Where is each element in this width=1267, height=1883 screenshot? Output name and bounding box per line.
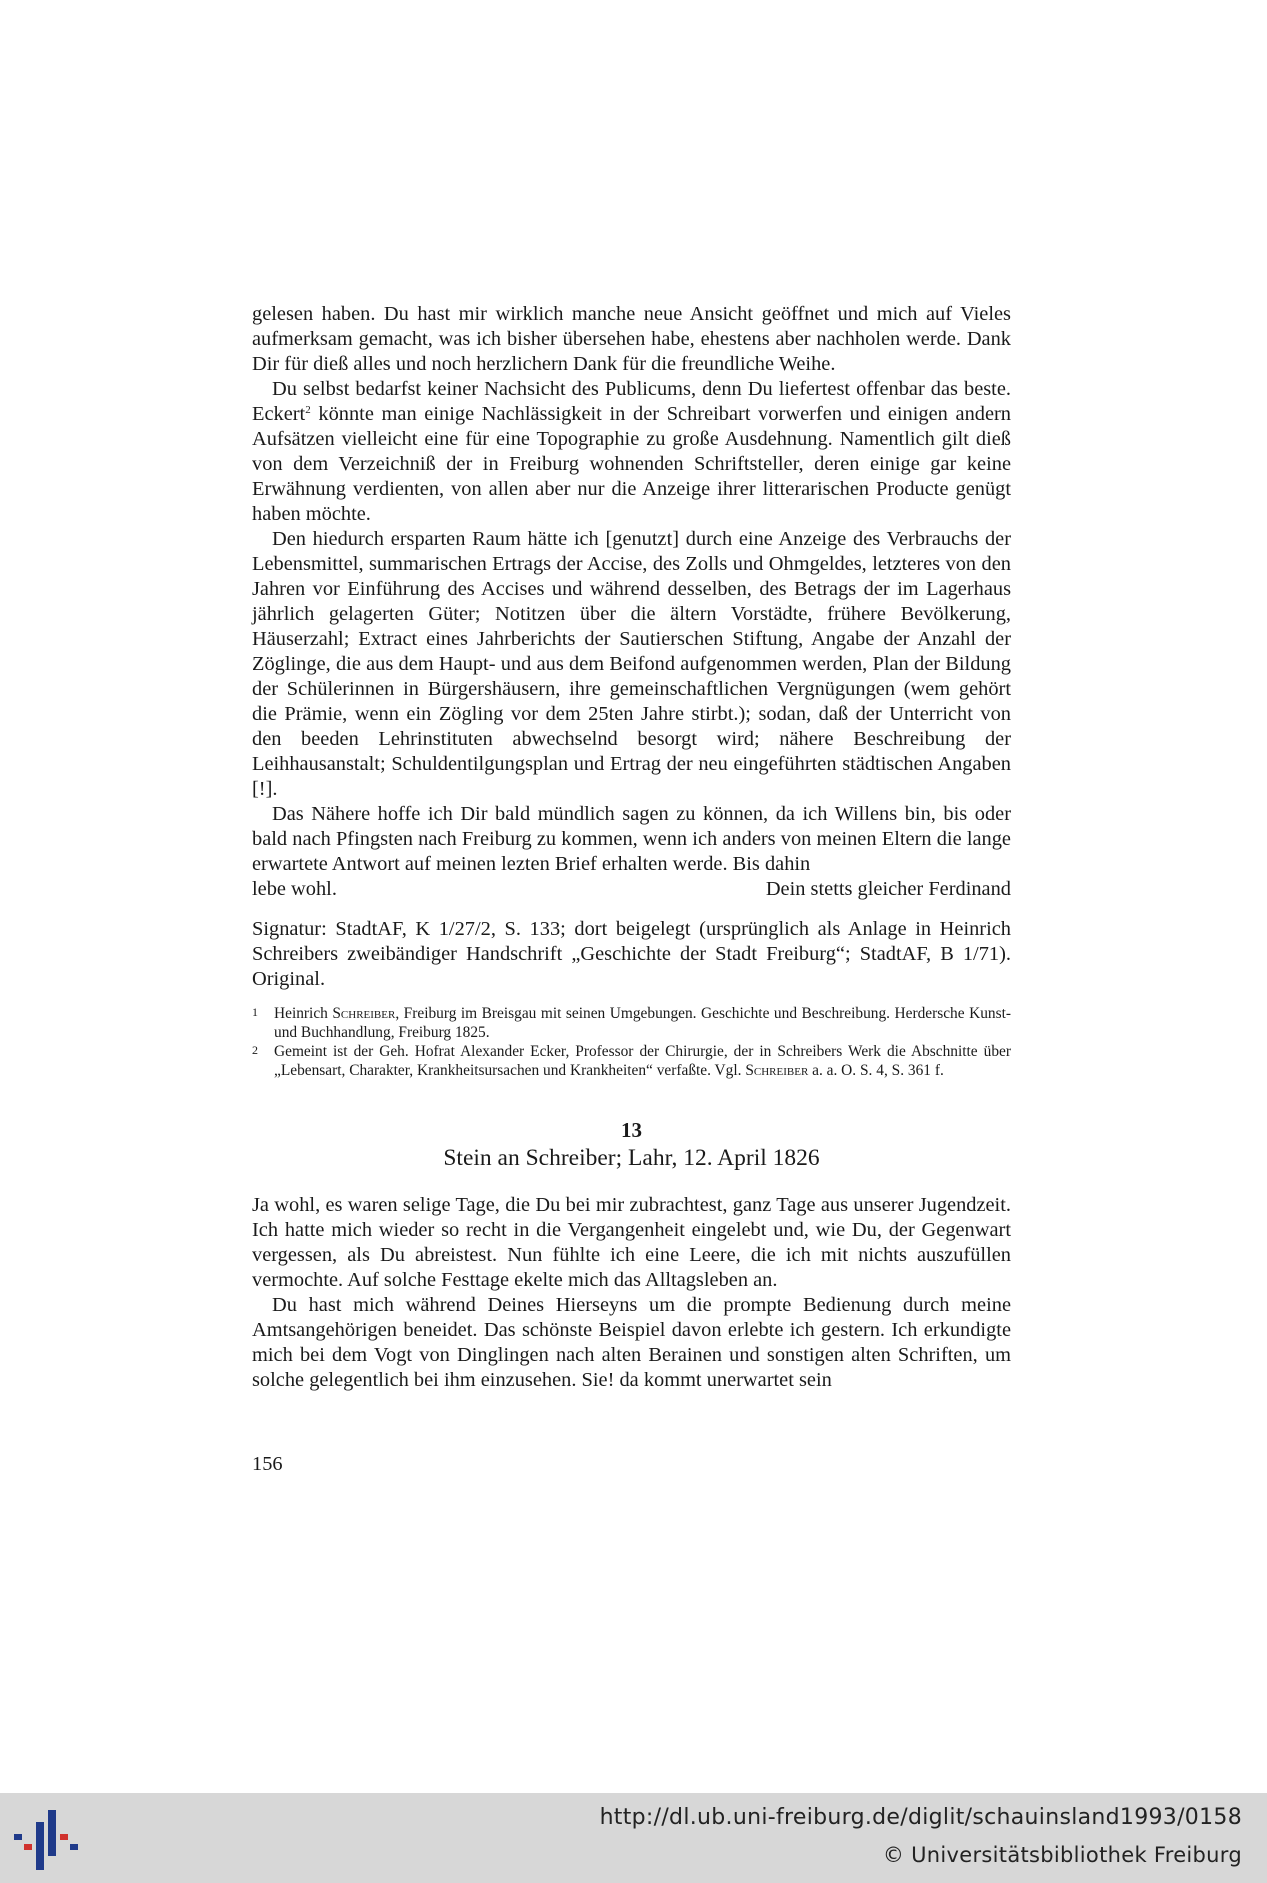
letter-number: 13 [621,1118,642,1142]
archive-signature: Signatur: StadtAF, K 1/27/2, S. 133; dort beigelegt (ursprünglich als Anlage in Heinrich Schreibers zweibändiger Handschrift „Geschichte der Stadt Freiburg“; StadtAF, B 1/71). Original. [252,918,1011,990]
paragraph-text: Du selbst bedarfst keiner Nachsicht des Publicums, denn Du liefertest offenbar das beste. Eckert [252,378,1011,425]
letter-heading: Stein an Schreiber; Lahr, 12. April 1826 [443,1145,820,1171]
letter13-paragraph-2: Du hast mich während Deines Hierseyns um die prompte Bedienung durch meine Amtsangehörigen beneidet. Das schönste Beispiel davon erlebte ich gestern. Ich erkundigte mich bei dem Vogt von Dinglingen nach alten Berainen und sonstigen alten Schriften, um solche gelegentlich bei ihm einzusehen. Sie! da kommt unerwartet sein [252,1294,1011,1391]
footer-bar [0,1793,1267,1883]
ub-freiburg-logo-icon [14,1810,80,1872]
copyright-text: © Universitätsbibliothek Freiburg [882,1843,1242,1867]
footnote-text [274,1042,1011,1080]
footnote-number: 1 [252,1005,258,1019]
letter12-closing [252,877,1011,902]
footnote-1 [252,1004,1011,1042]
letter12-paragraph-4: Das Nähere hoffe ich Dir bald mündlich sagen zu können, da ich Willens bin, bis oder bald nach Pfingsten nach Freiburg zu kommen, wenn ich anders von meinen Eltern die lange erwartete Antwort auf meinen lezten Brief erhalten werde. Bis dahin [252,803,1011,875]
footnote-text-pre: Gemeint ist der Geh. Hofrat Alexander Ecker, Professor der Chirurgie, der in Schreibers Werk die Abschnitte über „Lebensart, Charakter, Krankheitsursachen und Krankheiten“ verfaßte. Vgl. [274,1043,1011,1079]
footnote-author: Schreiber [745,1062,809,1079]
footnote-text-post: , Freiburg im Breisgau mit seinen Umgebungen. Geschichte und Beschreibung. Herdersche Kunst- und Buchhandlung, Freiburg 1825. [274,1005,1011,1041]
footnote-text-pre: Heinrich [274,1005,333,1022]
closing-greeting: lebe wohl. [252,878,337,900]
page-number: 156 [252,1453,283,1475]
letter12-paragraph-2 [252,377,1011,527]
closing-signature: Dein stetts gleicher Ferdinand [765,878,1011,900]
logo-bar-blue-2 [36,1822,44,1870]
letter13-paragraph-1: Ja wohl, es waren selige Tage, die Du bei mir zubrachtest, ganz Tage aus unserer Jugendzeit. Ich hatte mich wieder so recht in die Vergangenheit eingelebt und, wie Du, der Gegenwart vergessen, als Du abreistest. Nun fühlte ich eine Leere, die ich mit nichts auszufüllen vermochte. Auf solche Festtage ekelte mich das Alltagsleben an. [252,1194,1011,1291]
logo-bar-blue-3 [48,1810,56,1856]
logo-bar-red-2 [60,1834,68,1840]
page-body [252,302,1011,1393]
footnote-text [274,1004,1011,1042]
footnote-ref-2[interactable]: 2 [305,404,311,416]
letter12-paragraph-3: Den hiedurch ersparten Raum hätte ich [genutzt] durch eine Anzeige des Verbrauchs der Lebensmittel, summarischen Ertrags der Accise, des Zolls und Ohmgeldes, letzteres von den Jahren vor Einführung des Accises und während desselben, des Betrags der im Lagerhaus jährlich gelagerten Güter; Notitzen über die ältern Vorstädte, frühere Bevölkerung, Häuserzahl; Extract eines Jahrberichts der Sautierschen Stiftung, Angabe der Anzahl der Zöglinge, die aus dem Haupt- und aus dem Beifond aufgenommen werden, Plan der Bildung der Schülerinnen in Bürgershäusern, ihre gemeinschaftlichen Vergnügungen (wem gehört die Prämie, wenn ein Zögling vor dem 25ten Jahre stirbt.); sodan, daß der Unterricht von den beeden Lehrinstituten abwechselnd besorgt wird; nähere Beschreibung der Leihhausanstalt; Schuldentilgungsplan und Ertrag der neu eingeführten städtischen Angaben [!]. [252,528,1011,800]
paragraph-text: könnte man einige Nachlässigkeit in der Schreibart vorwerfen und einigen andern Aufsätzen vielleicht eine für eine Topographie zu große Ausdehnung. Namentlich gilt dieß von dem Verzeichniß der in Freiburg wohnenden Schriftsteller, deren einige gar keine Erwähnung verdienten, von allen aber nur die Anzeige ihrer litterarischen Producte genügt haben möchte. [252,403,1011,525]
logo-bar-red-1 [24,1844,32,1850]
footnotes [252,1004,1011,1080]
footnote-text-post: a. a. O. S. 4, S. 361 f. [808,1062,944,1079]
logo-bar-blue-4 [70,1844,78,1850]
footnote-number: 2 [252,1043,258,1057]
footnote-2 [252,1042,1011,1080]
logo-bar-blue-1 [14,1834,22,1840]
letter12-paragraph-1: gelesen haben. Du hast mir wirklich manche neue Ansicht geöffnet und mich auf Vieles aufmerksam gemacht, was ich bisher übersehen habe, ehestens aber nachholen werde. Dank Dir für dieß alles und noch herzlichern Dank für die freundliche Weihe. [252,303,1011,375]
source-url-link[interactable]: http://dl.ub.uni-freiburg.de/diglit/schauinsland1993/0158 [599,1805,1242,1830]
footnote-author: Schreiber [332,1005,396,1022]
